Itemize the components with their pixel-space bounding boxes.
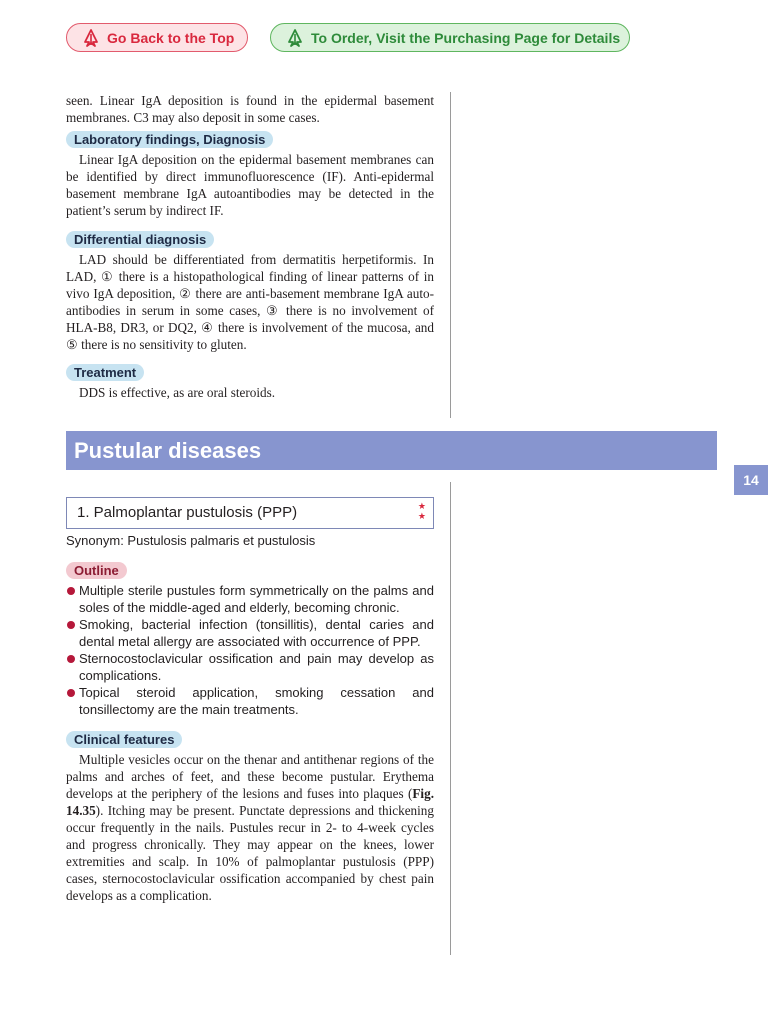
synonym-line: Synonym: Pustulosis palmaris et pustulosis (66, 533, 316, 548)
lower-text-column (66, 562, 434, 904)
differential-diagnosis-heading: Differential diagnosis (66, 231, 214, 248)
figure-reference-link[interactable]: Fig. 14.35 (66, 786, 434, 818)
chapter-tab: 14 (734, 465, 768, 495)
topic-title-box (66, 497, 434, 529)
go-back-to-top-button[interactable] (66, 23, 248, 52)
purchasing-page-label: To Order, Visit the Purchasing Page for Details (311, 29, 621, 46)
column-divider (450, 92, 451, 418)
importance-stars-icon: ★ ★ (417, 501, 426, 521)
topic-title: 1. Palmoplantar pustulosis (PPP) (77, 504, 298, 521)
intro-paragraph: seen. Linear IgA deposition is found in the epidermal basement membranes. C3 may also deposit in some cases. (66, 93, 434, 125)
leaf-icon (285, 28, 305, 48)
lab-findings-paragraph: Linear IgA deposition on the epidermal basement membranes can be identified by direct immunofluorescence (IF). Anti-epidermal basement membrane IgA autoantibodies may be detected in the patient’s serum by indirect IF. (66, 152, 434, 218)
section-banner: Pustular diseases (66, 431, 717, 470)
bullet-icon (67, 621, 75, 629)
differential-diagnosis-paragraph: LAD should be differentiated from dermatitis herpetiformis. In LAD, ① there is a histopathological finding of linear patterns of in vivo IgA deposition, ② there are anti-basement membrane IgA auto-antibodies in serum in some cases, ③ there is no involvement of HLA-B8, DR3, or DQ2, ④ there is involvement of the mucosa, and ⑤ there is no sensitivity to gluten. (66, 252, 434, 352)
list-item: Smoking, bacterial infection (tonsillitis), dental caries and dental metal allergy are associated with occurrence of PPP. (66, 616, 434, 650)
clinical-features-paragraph: Multiple vesicles occur on the thenar and antithenar regions of the palms and arches of feet, and these become pustular. Erythema develops at the periphery of the lesions and fuses into plaques (Fig. 14.35). Itching may be present. Punctate depressions and thickening occur frequently in the nails. Pustules recur in 2- to 4-week cycles and progress chronically. They may appear on the knees, lower extremities and scalp. In 10% of palmoplantar pustulosis (PPP) cases, sternocostoclavicular ossification accompanied by chest pain develops as a complication. (66, 752, 434, 903)
treatment-heading: Treatment (66, 364, 144, 381)
bullet-icon (67, 689, 75, 697)
column-divider (450, 482, 451, 955)
purchasing-page-button[interactable] (270, 23, 630, 52)
clinical-features-heading: Clinical features (66, 731, 182, 748)
bullet-icon (67, 587, 75, 595)
list-item: Sternocostoclavicular ossification and pain may develop as complications. (66, 650, 434, 684)
upper-text-column (66, 92, 434, 401)
treatment-paragraph: DDS is effective, as are oral steroids. (79, 385, 276, 400)
list-item: Multiple sterile pustules form symmetrically on the palms and soles of the middle-aged and elderly, becoming chronic. (66, 582, 434, 616)
go-back-to-top-label: Go Back to the Top (107, 29, 235, 46)
outline-list (66, 582, 434, 718)
leaf-icon (81, 28, 101, 48)
list-item: Topical steroid application, smoking cessation and tonsillectomy are the main treatments. (66, 684, 434, 718)
lab-findings-heading: Laboratory findings, Diagnosis (66, 131, 273, 148)
outline-heading: Outline (66, 562, 127, 579)
bullet-icon (67, 655, 75, 663)
